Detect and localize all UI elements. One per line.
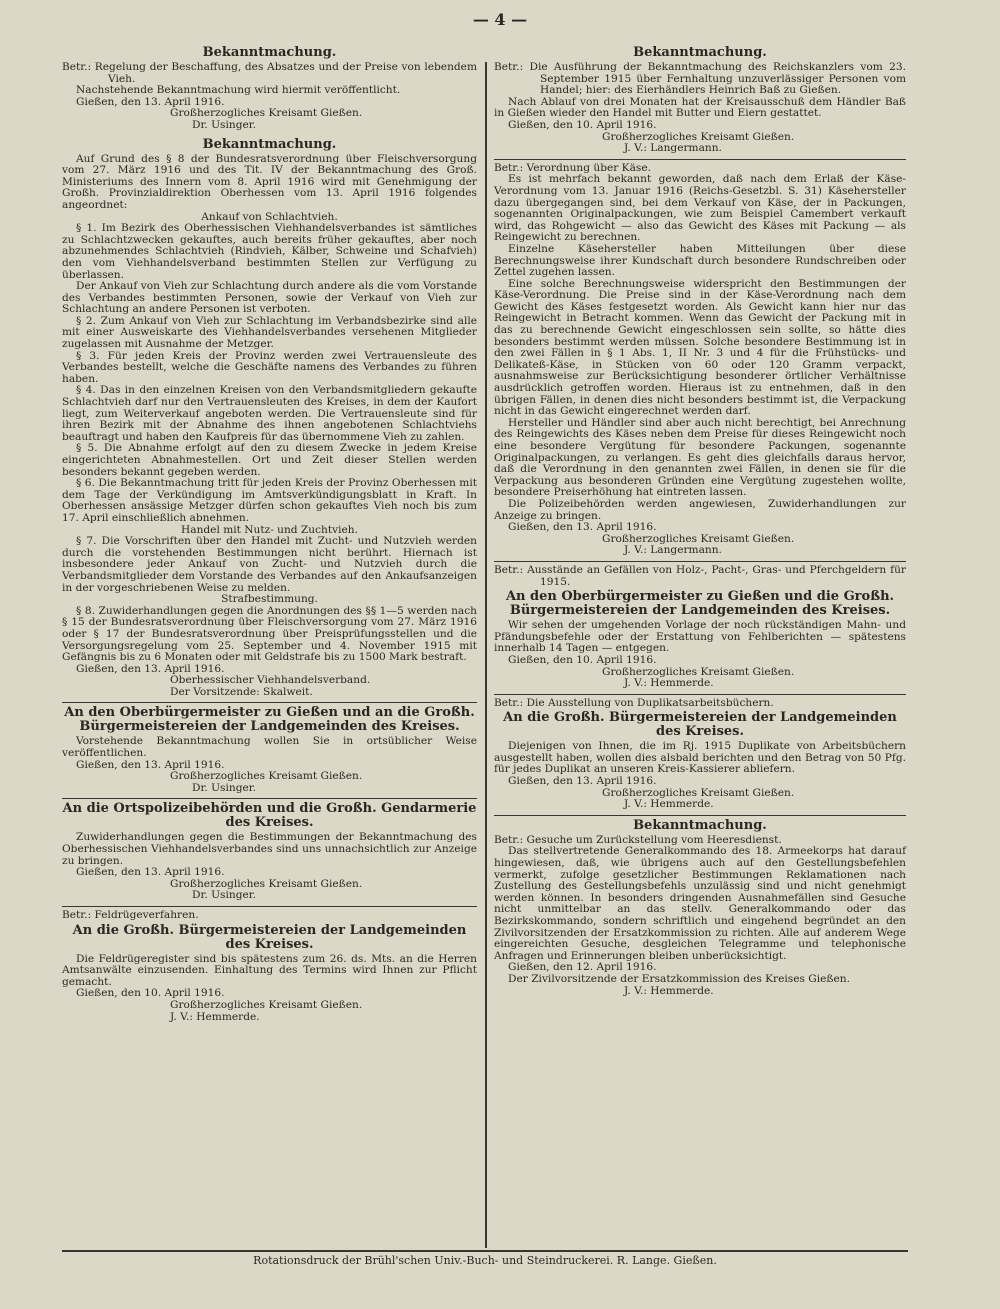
notice-heading: Bekanntmachung. xyxy=(633,45,767,60)
notice-intro: Auf Grund des § 8 der Bundesratsverordnung über Fleischversorgung vom 27. März 1916 und des Tit. IV der Bekanntmachung des Groß. Ministeriums des Innern vom 8. April 1916 wird mit Genehmigung der Großh. Provinzialdirektion Oberhessen vom 13. April 1916 folgendes angeordnet: xyxy=(62,152,477,211)
notice-to-mayors xyxy=(62,706,477,794)
left-column xyxy=(62,44,477,1023)
notice-text: Wir sehen der umgehenden Vorlage der noch rückständigen Mahn- und Pfändungsbefehle oder der Erstattung von Fehlberichten — spätestens innerhalb 14 Tagen — entgegen. xyxy=(494,619,906,655)
signature: J. V.: Langermann. xyxy=(624,544,722,557)
page-number: — 4 — xyxy=(472,10,528,29)
notice-cheese xyxy=(494,163,906,557)
place-date: Gießen, den 10. April 1916. xyxy=(76,987,225,1000)
notice-arrears xyxy=(494,565,906,690)
section-divider xyxy=(494,694,906,695)
notice-heading: Bekanntmachung. xyxy=(202,136,337,152)
notice-text: Die Feldrügeregister sind bis spätestens zum 26. ds. Mts. an die Herren Amtsanwälte einzusenden. Einhaltung des Termins wird Ihnen zur Pflicht gemacht. xyxy=(62,952,477,988)
address-heading: An die Großh. Bürgermeistereien der Landgemeinden des Kreises. xyxy=(72,922,467,952)
paragraph: § 3. Für jeden Kreis der Provinz werden zwei Vertrauensleute des Verbandes bestellt, welche die Geschäfte namens des Verbandes zu führen haben. xyxy=(62,349,477,385)
paragraph: Der Ankauf von Vieh zur Schlachtung durch andere als die vom Vorstande des Verbandes bestimmten Personen, sowie der Verkauf von Vieh zur Schlachtung an andere Personen ist verboten. xyxy=(62,280,477,316)
notice-heading: Bekanntmachung. xyxy=(202,45,337,60)
issuing-authority: Großherzogliches Kreisamt Gießen. xyxy=(170,998,363,1011)
section-divider xyxy=(494,159,906,160)
subject-line: Betr.: Gesuche um Zurückstellung vom Heeresdienst. xyxy=(494,833,782,846)
printer-imprint: Rotationsdruck der Brühl'schen Univ.-Buch- und Steindruckerei. R. Lange. Gießen. xyxy=(253,1254,717,1267)
paragraph: § 5. Die Abnahme erfolgt auf den zu diesem Zwecke in jedem Kreise eingerichteten Abnahmestellen. Ort und Zeit dieser Stellen werden besonders bekannt gegeben werden. xyxy=(62,442,477,478)
place-date: Gießen, den 13. April 1916. xyxy=(76,662,225,675)
notice-text: Diejenigen von Ihnen, die im Rj. 1915 Duplikate von Arbeitsbüchern ausgestellt haben, wollen dies alsbald berichten und den Betrag von 50 Pfg. für jedes Duplikat an unseren Kreis-Kassierer abliefern. xyxy=(494,740,906,776)
signature: J. V.: Hemmerde. xyxy=(624,984,714,997)
address-heading: An den Oberbürgermeister zu Gießen und die Großh. Bürgermeistereien der Landgemeinden des Kreises. xyxy=(505,589,895,619)
column-rule xyxy=(485,62,487,1248)
notice-field-offences xyxy=(62,910,477,1023)
subheading: Handel mit Nutz- und Zuchtvieh. xyxy=(181,523,358,536)
paragraph: § 7. Die Vorschriften über den Handel mit Zucht- und Nutzvieh werden durch die vorstehenden Bestimmungen nicht berührt. Hiernach ist insbesondere jeder Ankauf von Zucht- und Nutzvieh durch die Verbandsmitglieder dem Vorstande des Verbandes auf den Ankaufsanzeigen in der vorgeschriebenen Weise zu melden. xyxy=(62,535,477,594)
signature: Dr. Usinger. xyxy=(192,781,257,794)
signature: J. V.: Hemmerde. xyxy=(624,798,714,811)
section-divider xyxy=(494,815,906,816)
place-date: Gießen, den 13. April 1916. xyxy=(508,521,657,534)
signature: J. V.: Hemmerde. xyxy=(624,677,714,690)
subject-line: Betr.: Die Ausführung der Bekanntmachung des Reichskanzlers vom 23. September 1915 über Fernhaltung unzuverlässiger Personen vom Handel; hier: des Eierhändlers Heinrich Baß zu Gießen. xyxy=(494,61,906,97)
notice-text: Zuwiderhandlungen gegen die Bestimmungen der Bekanntmachung des Oberhessischen Viehhandelsverbandes sind uns unnachsichtlich zur Anzeige zu bringen. xyxy=(62,831,477,867)
place-date: Gießen, den 13. April 1916. xyxy=(76,866,225,879)
issuing-authority: Großherzogliches Kreisamt Gießen. xyxy=(602,532,795,545)
signature: J. V.: Langermann. xyxy=(624,142,722,155)
notice-military-service xyxy=(494,819,906,997)
issuing-authority: Der Zivilvorsitzende der Ersatzkommission des Kreises Gießen. xyxy=(508,972,850,985)
address-heading: An die Großh. Bürgermeistereien der Landgemeinden des Kreises. xyxy=(503,710,897,740)
address-heading: An den Oberbürgermeister zu Gießen und an die Großh. Bürgermeistereien der Landgemeinden des Kreises. xyxy=(64,705,475,735)
place-date: Gießen, den 10. April 1916. xyxy=(508,653,657,666)
place-date: Gießen, den 13. April 1916. xyxy=(76,758,225,771)
place-date: Gießen, den 13. April 1916. xyxy=(76,95,225,108)
issuing-authority: Oberhessischer Viehhandelsverband. xyxy=(170,674,371,687)
subject-line: Betr.: Ausstände an Gefällen von Holz-, Pacht-, Gras- und Pferchgeldern für 1915. xyxy=(494,563,906,588)
address-heading: An die Ortspolizeibehörden und die Großh. Gendarmerie des Kreises. xyxy=(62,801,477,831)
issuing-authority: Großherzogliches Kreisamt Gießen. xyxy=(602,130,795,143)
paragraph: Einzelne Käsehersteller haben Mitteilungen über diese Berechnungsweise ihrer Kundschaft durch besondere Rundschreiben oder Zettel zugehen lassen. xyxy=(494,242,906,279)
place-date: Gießen, den 10. April 1916. xyxy=(508,118,657,131)
signature: Dr. Usinger. xyxy=(192,118,257,131)
subject-line: Betr.: Die Ausstellung von Duplikatsarbeitsbüchern. xyxy=(494,696,774,709)
notice-text: Nach Ablauf von drei Monaten hat der Kreisausschuß dem Händler Baß in Gießen wieder den Handel mit Butter und Eiern gestattet. xyxy=(494,95,906,120)
notice-slaughter-cattle xyxy=(62,138,477,699)
notice-to-police xyxy=(62,802,477,902)
paragraph: § 4. Das in den einzelnen Kreisen von den Verbandsmitgliedern gekaufte Schlachtvieh darf nur den Vertrauensleuten des Kreises, in dem der Kaufort liegt, zum Weiterverkauf angeboten werden. Die Vertrauensleute sind für ihren Bezirk mit der Abnahme des ihnen angebotenen Schlachtviehs beauftragt und haben den Kaufpreis für das übernommene Vieh zu zahlen. xyxy=(62,384,477,443)
paragraph: Es ist mehrfach bekannt geworden, daß nach dem Erlaß der Käse-Verordnung vom 13. Januar 1916 (Reichs-Gesetzbl. S. 31) Käsehersteller dazu übergegangen sind, bei dem Verkauf von Käse, der in Packungen, sogenannten Originalpackungen, wie zum Beispiel Camembert verkauft wird, das Rohgewicht — also das Gewicht des Käses mit Packung — als Reingewicht zu berechnen. xyxy=(494,173,906,244)
paragraph: § 1. Im Bezirk des Oberhessischen Viehhandelsverbandes ist sämtliches zu Schlachtzwecken gekauftes, auch bereits früher gekauftes, aber noch abzunehmendes Schlachtvieh (Rindvieh, Kälber, Schweine und Schafvieh) den vom Viehhandelsverband bestimmten Stellen zur Verfügung zu überlassen. xyxy=(62,222,477,281)
place-date: Gießen, den 12. April 1916. xyxy=(508,961,657,974)
section-divider xyxy=(494,561,906,562)
notice-text: Das stellvertretende Generalkommando des 18. Armeekorps hat darauf hingewiesen, daß, wie übrigens auch auf den Gestellungsbefehlen vermerkt, zufolge gesetzlicher Bestimmungen Reklamationen nach Zustellung des Gestellungsbefehls unzulässig sind und nicht genehmigt werden können. In besonders dringenden Ausnahmefällen sind Gesuche nicht unmittelbar an das stellv. Generalkommando oder das Bezirkskommando, sondern schriftlich und eingehend begründet an den Zivilvorsitzenden der Ersatzkommission zu richten. Alle auf anderem Wege eingereichten Gesuche, desgleichen Telegramme und telephonische Anfragen und Erinnerungen bleiben unberücksichtigt. xyxy=(494,845,906,962)
notice-livestock-trade xyxy=(62,46,477,132)
paragraph: Die Polizeibehörden werden angewiesen, Zuwiderhandlungen zur Anzeige zu bringen. xyxy=(494,497,906,522)
issuing-authority: Großherzogliches Kreisamt Gießen. xyxy=(170,877,363,890)
issuing-authority: Großherzogliches Kreisamt Gießen. xyxy=(170,107,363,120)
subheading: Ankauf von Schlachtvieh. xyxy=(201,210,338,223)
notice-egg-dealer xyxy=(494,46,906,155)
notice-heading: Bekanntmachung. xyxy=(633,817,767,833)
paragraph: § 6. Die Bekanntmachung tritt für jeden Kreis der Provinz Oberhessen mit dem Tage der Verkündigung im Amtsverkündigungsblatt in Kraft. In Oberhessen ansässige Metzger dürfen schon gekauftes Vieh noch bis zum 17. April einschließlich abnehmen. xyxy=(62,477,477,524)
subheading: Strafbestimmung. xyxy=(221,593,318,606)
issuing-authority: Großherzogliches Kreisamt Gießen. xyxy=(170,770,363,783)
section-divider xyxy=(62,798,477,799)
signature: Dr. Usinger. xyxy=(192,889,257,902)
subject-line: Betr.: Verordnung über Käse. xyxy=(494,161,651,174)
signature: Der Vorsitzende: Skalweit. xyxy=(170,685,313,698)
place-date: Gießen, den 13. April 1916. xyxy=(508,775,657,788)
section-divider xyxy=(62,906,477,907)
right-column xyxy=(494,44,906,997)
notice-work-books xyxy=(494,698,906,811)
paragraph: § 2. Zum Ankauf von Vieh zur Schlachtung im Verbandsbezirke sind alle mit einer Ausweiskarte des Viehhandelsverbandes versehenen Mitglieder zugelassen mit Ausnahme der Metzger. xyxy=(62,314,477,351)
paragraph: Hersteller und Händler sind aber auch nicht berechtigt, bei Anrechnung des Reingewichts des Käses neben dem Preise für dieses Reingewicht noch eine besondere Vergütung für besondere Packungen, sogenannte Originalpackungen, zu verlangen. Es geht dies gleichfalls daraus hervor, daß die Verordnung in den genannten zwei Fällen, in denen sie für die Verpackung aus besonderen Gründen eine Vergütung zugestehen wollte, besondere Preiserhöhung hat eintreten lassen. xyxy=(494,416,906,499)
notice-text: Nachstehende Bekanntmachung wird hiermit veröffentlicht. xyxy=(76,84,401,97)
issuing-authority: Großherzogliches Kreisamt Gießen. xyxy=(602,786,795,799)
subject-line: Betr.: Regelung der Beschaffung, des Absatzes und der Preise von lebendem Vieh. xyxy=(62,61,477,85)
issuing-authority: Großherzogliches Kreisamt Gießen. xyxy=(602,665,795,678)
paragraph: § 8. Zuwiderhandlungen gegen die Anordnungen des §§ 1—5 werden nach § 15 der Bundesratsverordnung über Fleischversorgung vom 27. März 1916 oder § 17 der Bundesratsverordnung über Preisprüfungsstellen und die Versorgungsregelung vom 25. September und 4. November 1915 mit Gefängnis bis zu 6 Monaten oder mit Geldstrafe bis zu 1500 Mark bestraft. xyxy=(62,604,477,664)
notice-text: Vorstehende Bekanntmachung wollen Sie in ortsüblicher Weise veröffentlichen. xyxy=(62,735,477,760)
subject-line: Betr.: Feldrügeverfahren. xyxy=(62,909,199,921)
footer-rule xyxy=(62,1250,908,1252)
paragraph: Eine solche Berechnungsweise widerspricht den Bestimmungen der Käse-Verordnung. Die Preise sind in der Käse-Verordnung nach dem Gewicht des Käses festgesetzt worden. Als Gewicht kann hier nur das Reingewicht in Betracht kommen. Wenn das Gewicht der Packung mit in das zu berechnende Gewicht eingeschlossen sein sollte, so hätte dies besonders bestimmt werden müssen. Solche besondere Bestimmung ist in den zwei Fällen in § 1 Abs. 1, II Nr. 3 und 4 für die Frühstücks- und Delikateß-Käse, in Stücken von 60 oder 120 Gramm verpackt, ausnahmsweise zur Berücksichtigung besonderer örtlicher Verhältnisse ausdrücklich getroffen worden. Hieraus ist zu entnehmen, daß in den übrigen Fällen, in denen dies nicht besonders bestimmt ist, die Verpackung nicht in das Gewicht eingerechnet werden darf. xyxy=(494,277,906,418)
signature: J. V.: Hemmerde. xyxy=(170,1010,260,1023)
section-divider xyxy=(62,702,477,703)
